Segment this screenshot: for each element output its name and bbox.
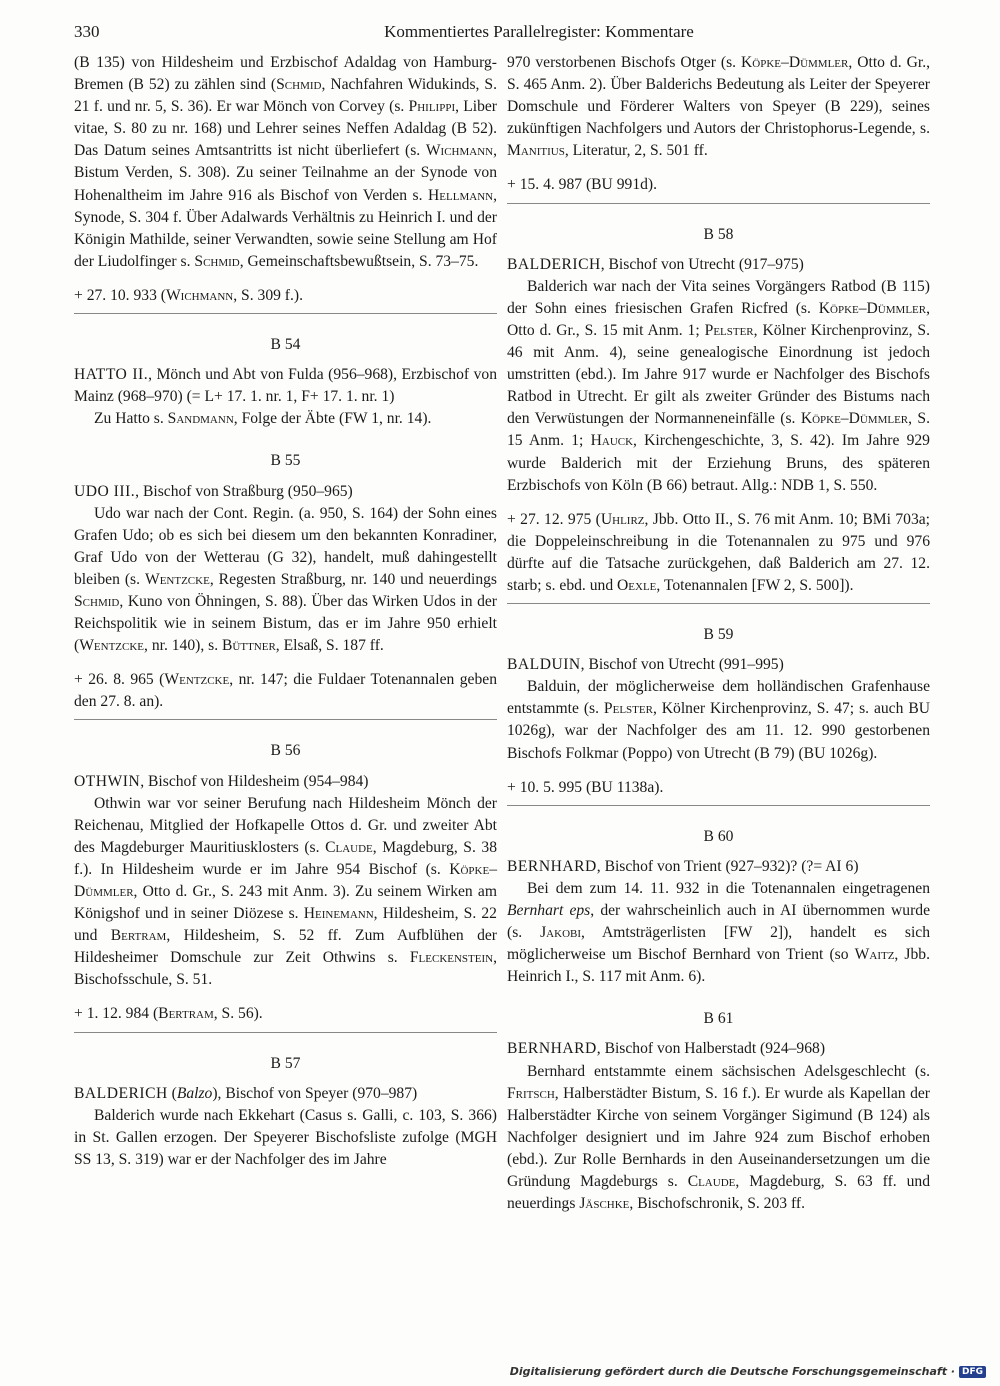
author-ref: Pelster [603, 700, 653, 718]
divider [507, 805, 930, 806]
entry-number: B 56 [270, 742, 301, 760]
italic-term: Bernhart eps [507, 902, 591, 919]
text-run: , Kölner Kirchenprovinz, S. 46 mit Anm. 4), seine genealogische Einordnung ist jedoch umstritten (ebd.). Im Jahre 917 wurde er Nachfolger des Bischofs Ratbod in Utrecht. Er gilt als zweiter Gründer des Bistums nach den Verwüstungen der Normanneneinfälle (s. [507, 321, 930, 428]
entry-number: B 61 [703, 1010, 734, 1028]
text-run: , Bischofschronik, S. 203 ff. [629, 1195, 805, 1213]
text-run: , Bischofsschule, S. 51. [74, 949, 497, 989]
author-ref: Sandmann [167, 410, 234, 428]
entry-number: B 59 [703, 626, 734, 644]
entry-body [74, 1105, 497, 1171]
text-run: Bernhard entstammte einem sächsischen Adelsgeschlecht (s. [527, 1062, 930, 1080]
author-ref: Wentzcke [79, 637, 145, 655]
author-ref: Bertram [110, 927, 167, 945]
entry-name: BERNHARD [507, 1040, 597, 1058]
text-run: , Kirchengeschichte, 3, S. 42). Im Jahre 929 wurde Balderich mit der Erziehung Bruns, des späteren Erzbischofs von Köln (B 66) betraut. Allg.: NDB 1, S. 550. [507, 432, 930, 494]
text-run: Balderich war nach der Vita seines Vorgängers Ratbod (B 115) der Sohn eines friesischen Grafen Ricfred (s. [507, 277, 930, 317]
text-run: , Bischof von Utrecht (991–995) [580, 656, 784, 674]
text-run: Bei dem zum 14. 11. 932 in die Totenannalen eingetragenen [527, 879, 930, 897]
death-date-note [74, 669, 497, 713]
author-ref: Heinemann [303, 905, 374, 923]
author-ref: Wichmann [425, 142, 494, 160]
entry-body [507, 676, 930, 764]
text-run: , Otto d. Gr., S. 243 mit Anm. 3). Zu seinem Wirken am Königshof und in seiner Diözese s. [74, 883, 497, 923]
death-date-note [507, 509, 930, 597]
text-run: + 10. 5. 995 (BU 1138a). [507, 778, 664, 796]
entry-name: BALDERICH [507, 255, 601, 273]
text-run: , Mönch und Abt von Fulda (956–968), Erzbischof von Mainz (968–970) (= L+ 17. 1. nr. 1, F+ 17. 1. nr. 1) [74, 366, 497, 406]
text-run: , Bistum Verden, S. 308). Zu seiner Teilnahme an der Synode von Hohenaltheim im Jahre 916 als Bischof von Verden s. [74, 142, 497, 204]
author-ref: Fleckenstein [409, 949, 494, 967]
author-ref: Köpke–Dümmler [741, 54, 849, 71]
author-ref: Schmid [276, 76, 322, 94]
text-run: Zu Hatto s. [94, 410, 168, 428]
entry-body [74, 408, 497, 430]
entry-body [507, 1061, 930, 1216]
entry-number: B 54 [270, 336, 301, 354]
text-run: , der wahrscheinlich auch in AI übernommen wurde (s. [507, 902, 930, 942]
text-run: , Jbb. Otto II., S. 76 mit Anm. 10; BMi 703a; die Doppeleinschreibung in die Totenannalen zu 975 und 976 dürfte auf die Tatsache zurückgehen, daß Balderich am 27. 12. starb; s. ebd. und [507, 510, 930, 594]
entry-number: B 58 [703, 225, 734, 243]
text-run: , Folge der Äbte (FW 1, nr. 14). [233, 410, 432, 428]
text-run: Udo war nach der Cont. Regin. (a. 950, S. 164) der Sohn eines Grafen Udo; ob es sich bei diesem um den bekannten Konradiner, Graf Udo von der Wetterau (G 32), handelt, muß dahingestellt bleiben (s. [74, 504, 497, 588]
text-run: + 15. 4. 987 (BU 991d). [507, 176, 657, 194]
text-run: , Kuno von Öhningen, S. 88). Über das Wirken Udos in der Reichspolitik wie in seinem Bistum, das er im Jahre 950 erhielt ( [74, 592, 497, 655]
death-date-note [507, 777, 930, 799]
divider [74, 1032, 497, 1033]
entry-number: B 55 [270, 452, 301, 470]
text-run: 970 verstorbenen Bischofs Otger (s. [507, 54, 742, 71]
entry-name: OTHWIN [74, 772, 141, 790]
text-run: , Otto d. Gr., S. 465 Anm. 2). Über Balderichs Bedeutung als Leiter der Speyerer Domschule und Förderer Walters von Speyer (B 229), seines zukünftigen Nachfolgers und Autors der Christophorus-Legende, s. [507, 54, 930, 138]
entry-name: HATTO II. [74, 366, 149, 384]
entry-heading [74, 771, 497, 793]
text-run: + 27. 12. 975 ( [507, 510, 601, 528]
text-run: , Hildesheim, S. 22 und [74, 905, 497, 945]
text-run: , Bischof von Halberstadt (924–968) [596, 1040, 826, 1058]
text-run: , Magdeburg, S. 63 ff. und neuerdings [507, 1173, 930, 1213]
entry-heading [507, 856, 930, 878]
death-date-note [507, 174, 930, 196]
text-run: , Halberstädter Bistum, S. 16 f.). Er wurde als Kapellan der Halberstädter Kirche von seinem Vorgänger Sigimund (B 124) als Nachfolger designiert und im Jahre 924 zum Bischof erhoben (ebd.). Zur Rolle Bernhards in den Auseinandersetzungen um die Gründung Magdeburgs s. [507, 1084, 930, 1191]
author-ref: Pelster [704, 321, 754, 339]
footer-text: Digitalisierung gefördert durch die Deutsche Forschungsgemeinschaft · [509, 1365, 955, 1378]
author-ref: Hauck [590, 432, 634, 450]
entry-number: B 57 [270, 1054, 301, 1072]
divider [74, 313, 497, 314]
dfg-logo: DFG [959, 1366, 986, 1378]
text-run: , S. 15 Anm. 1; [507, 410, 930, 450]
divider [507, 203, 930, 204]
author-ref: Jäschke [579, 1195, 630, 1213]
text-run: , Nachfahren Widukinds, S. 21 f. und nr. 5, S. 36). Er war Mönch von Corvey (s. [74, 76, 497, 116]
entry-name: BALDERICH [74, 1084, 168, 1102]
text-run: Balderich wurde nach Ekkehart (Casus s. Galli, c. 103, S. 366) in St. Gallen erzogen. Der Speyerer Bischofsliste zufolge (MGH SS 13, S. 319) war er der Nachfolger des im Jahre [74, 1106, 497, 1168]
text-run: , S. 56). [213, 1005, 263, 1023]
divider [74, 719, 497, 720]
text-run: , Amtsträgerlisten [FW 2]), handelt es sich möglicherweise um Bischof Bernhard von Trient (so [507, 924, 930, 964]
author-ref: Köpke–Dümmler [74, 860, 497, 900]
death-date-note [74, 1003, 497, 1025]
text-run: , Otto d. Gr., S. 15 mit Anm. 1; [507, 299, 930, 339]
text-run: , Bischof von Straßburg (950–965) [135, 482, 353, 500]
author-ref: Fritsch [507, 1084, 555, 1102]
entry-name: BERNHARD [507, 857, 597, 875]
entry-number: B 60 [703, 827, 734, 845]
text-run: + 26. 8. 965 ( [74, 671, 165, 689]
author-ref: Uhlirz [600, 510, 645, 528]
author-ref: Manitius [507, 142, 565, 160]
author-ref: Bertram [158, 1005, 214, 1023]
right-column [507, 52, 930, 1215]
page-header [74, 22, 944, 52]
text-run: , Regesten Straßburg, nr. 140 und neuerdings [209, 570, 497, 588]
entry-heading [507, 1038, 930, 1060]
author-ref: Köpke–Dümmler [818, 299, 927, 317]
text-run: , nr. 147; die Fuldaer Totenannalen geben den 27. 8. an). [74, 671, 497, 711]
text-run: , Bischof von Hildesheim (954–984) [140, 772, 369, 790]
author-ref: Wichmann [165, 286, 234, 304]
text-run: , S. 309 f.). [233, 286, 303, 304]
author-ref: Waitz [854, 946, 895, 964]
entry-heading [507, 254, 930, 276]
entry-heading [507, 654, 930, 676]
death-date-note [74, 285, 497, 307]
entry-body [74, 793, 497, 992]
entry-body [507, 878, 930, 988]
text-run: , Bischof von Utrecht (917–975) [600, 255, 804, 273]
text-run: , Bischof von Trient (927–932)? (?= AI 6) [596, 857, 859, 875]
text-run: , Elsaß, S. 187 ff. [275, 637, 384, 655]
entry-heading [74, 364, 497, 408]
continued-text [74, 52, 497, 273]
left-column [74, 52, 497, 1171]
text-run: (B 135) von Hildesheim und Erzbischof Adaldag von Hamburg-Bremen (B 52) zu zählen sind ( [74, 54, 497, 94]
author-ref: Jakobi [540, 924, 582, 942]
text-run: , Magdeburg, S. 38 f.). In Hildesheim wurde er im Jahre 954 Bischof (s. [74, 838, 498, 878]
text-run: Othwin war vor seiner Berufung nach Hildesheim Mönch der Reichenau, Mitglied der Hofkapelle Ottos d. Gr. und zweiter Abt des Magdeburger Mauritiusklosters (s. [74, 794, 497, 856]
author-ref: Claude [687, 1173, 736, 1191]
author-ref: Wentzcke [144, 570, 210, 588]
entry-heading [74, 481, 497, 503]
author-ref: Schmid [74, 592, 120, 610]
text-run: + 27. 10. 933 ( [74, 286, 166, 304]
entry-body [507, 276, 930, 497]
author-ref: Köpke–Dümmler [800, 410, 909, 428]
author-ref: Claude [325, 838, 373, 856]
text-run: Balduin, der möglicherweise dem holländischen Grafenhause entstammte (s. [507, 678, 930, 718]
footer-credit [510, 1365, 986, 1378]
running-head: Kommentiertes Parallelregister: Kommentare [384, 22, 694, 41]
text-run: + 1. 12. 984 ( [74, 1005, 159, 1023]
page-number: 330 [74, 22, 100, 41]
entry-heading [74, 1083, 497, 1105]
text-run: , Literatur, 2, S. 501 ff. [564, 142, 708, 160]
text-run: , Synode, S. 304 f. Über Adalwards Verhältnis zu Heinrich I. und der Königin Mathilde, seiner Verwandten, sowie seine Stellung am Hof der Liudolfinger s. [74, 186, 497, 270]
continued-text [507, 52, 930, 162]
text-run: , Kölner Kirchenprovinz, S. 47; s. auch BU 1026g), war der Nachfolger des am 11. 12. 990 gestorbenen Bischofs Folkmar (Poppo) von Utrecht (B 79) (BU 1026g). [507, 700, 930, 762]
author-ref: Schmid [194, 252, 240, 270]
text-run: ), Bischof von Speyer (970–987) [212, 1084, 418, 1102]
author-ref: Hellmann [428, 186, 494, 204]
text-run: ( [167, 1084, 177, 1102]
text-run: , Gemeinschaftsbewußtsein, S. 73–75. [239, 252, 479, 270]
text-run: , nr. 140), s. [144, 637, 222, 655]
author-ref: Wentzcke [164, 671, 230, 689]
author-ref: Büttner [222, 637, 276, 655]
entry-body [74, 503, 497, 658]
italic-term: Balzo [176, 1084, 213, 1102]
text-run: , Jbb. Heinrich I., S. 117 mit Anm. 6). [507, 946, 930, 986]
text-run: , Hildesheim, S. 52 ff. Zum Aufblühen der Hildesheimer Domschule zur Zeit Othwins s. [74, 927, 497, 967]
text-run: , Totenannalen [FW 2, S. 500]). [656, 576, 854, 594]
author-ref: Oexle [617, 576, 657, 594]
text-run: , Liber vitae, S. 80 zu nr. 168) und Lehrer seines Neffen Adaldag (B 52). Das Datum seines Amtsantritts ist nicht überliefert (s. [74, 98, 497, 160]
divider [507, 603, 930, 604]
entry-name: UDO III. [74, 482, 136, 500]
entry-name: BALDUIN [507, 656, 581, 674]
author-ref: Philippi [408, 98, 456, 116]
